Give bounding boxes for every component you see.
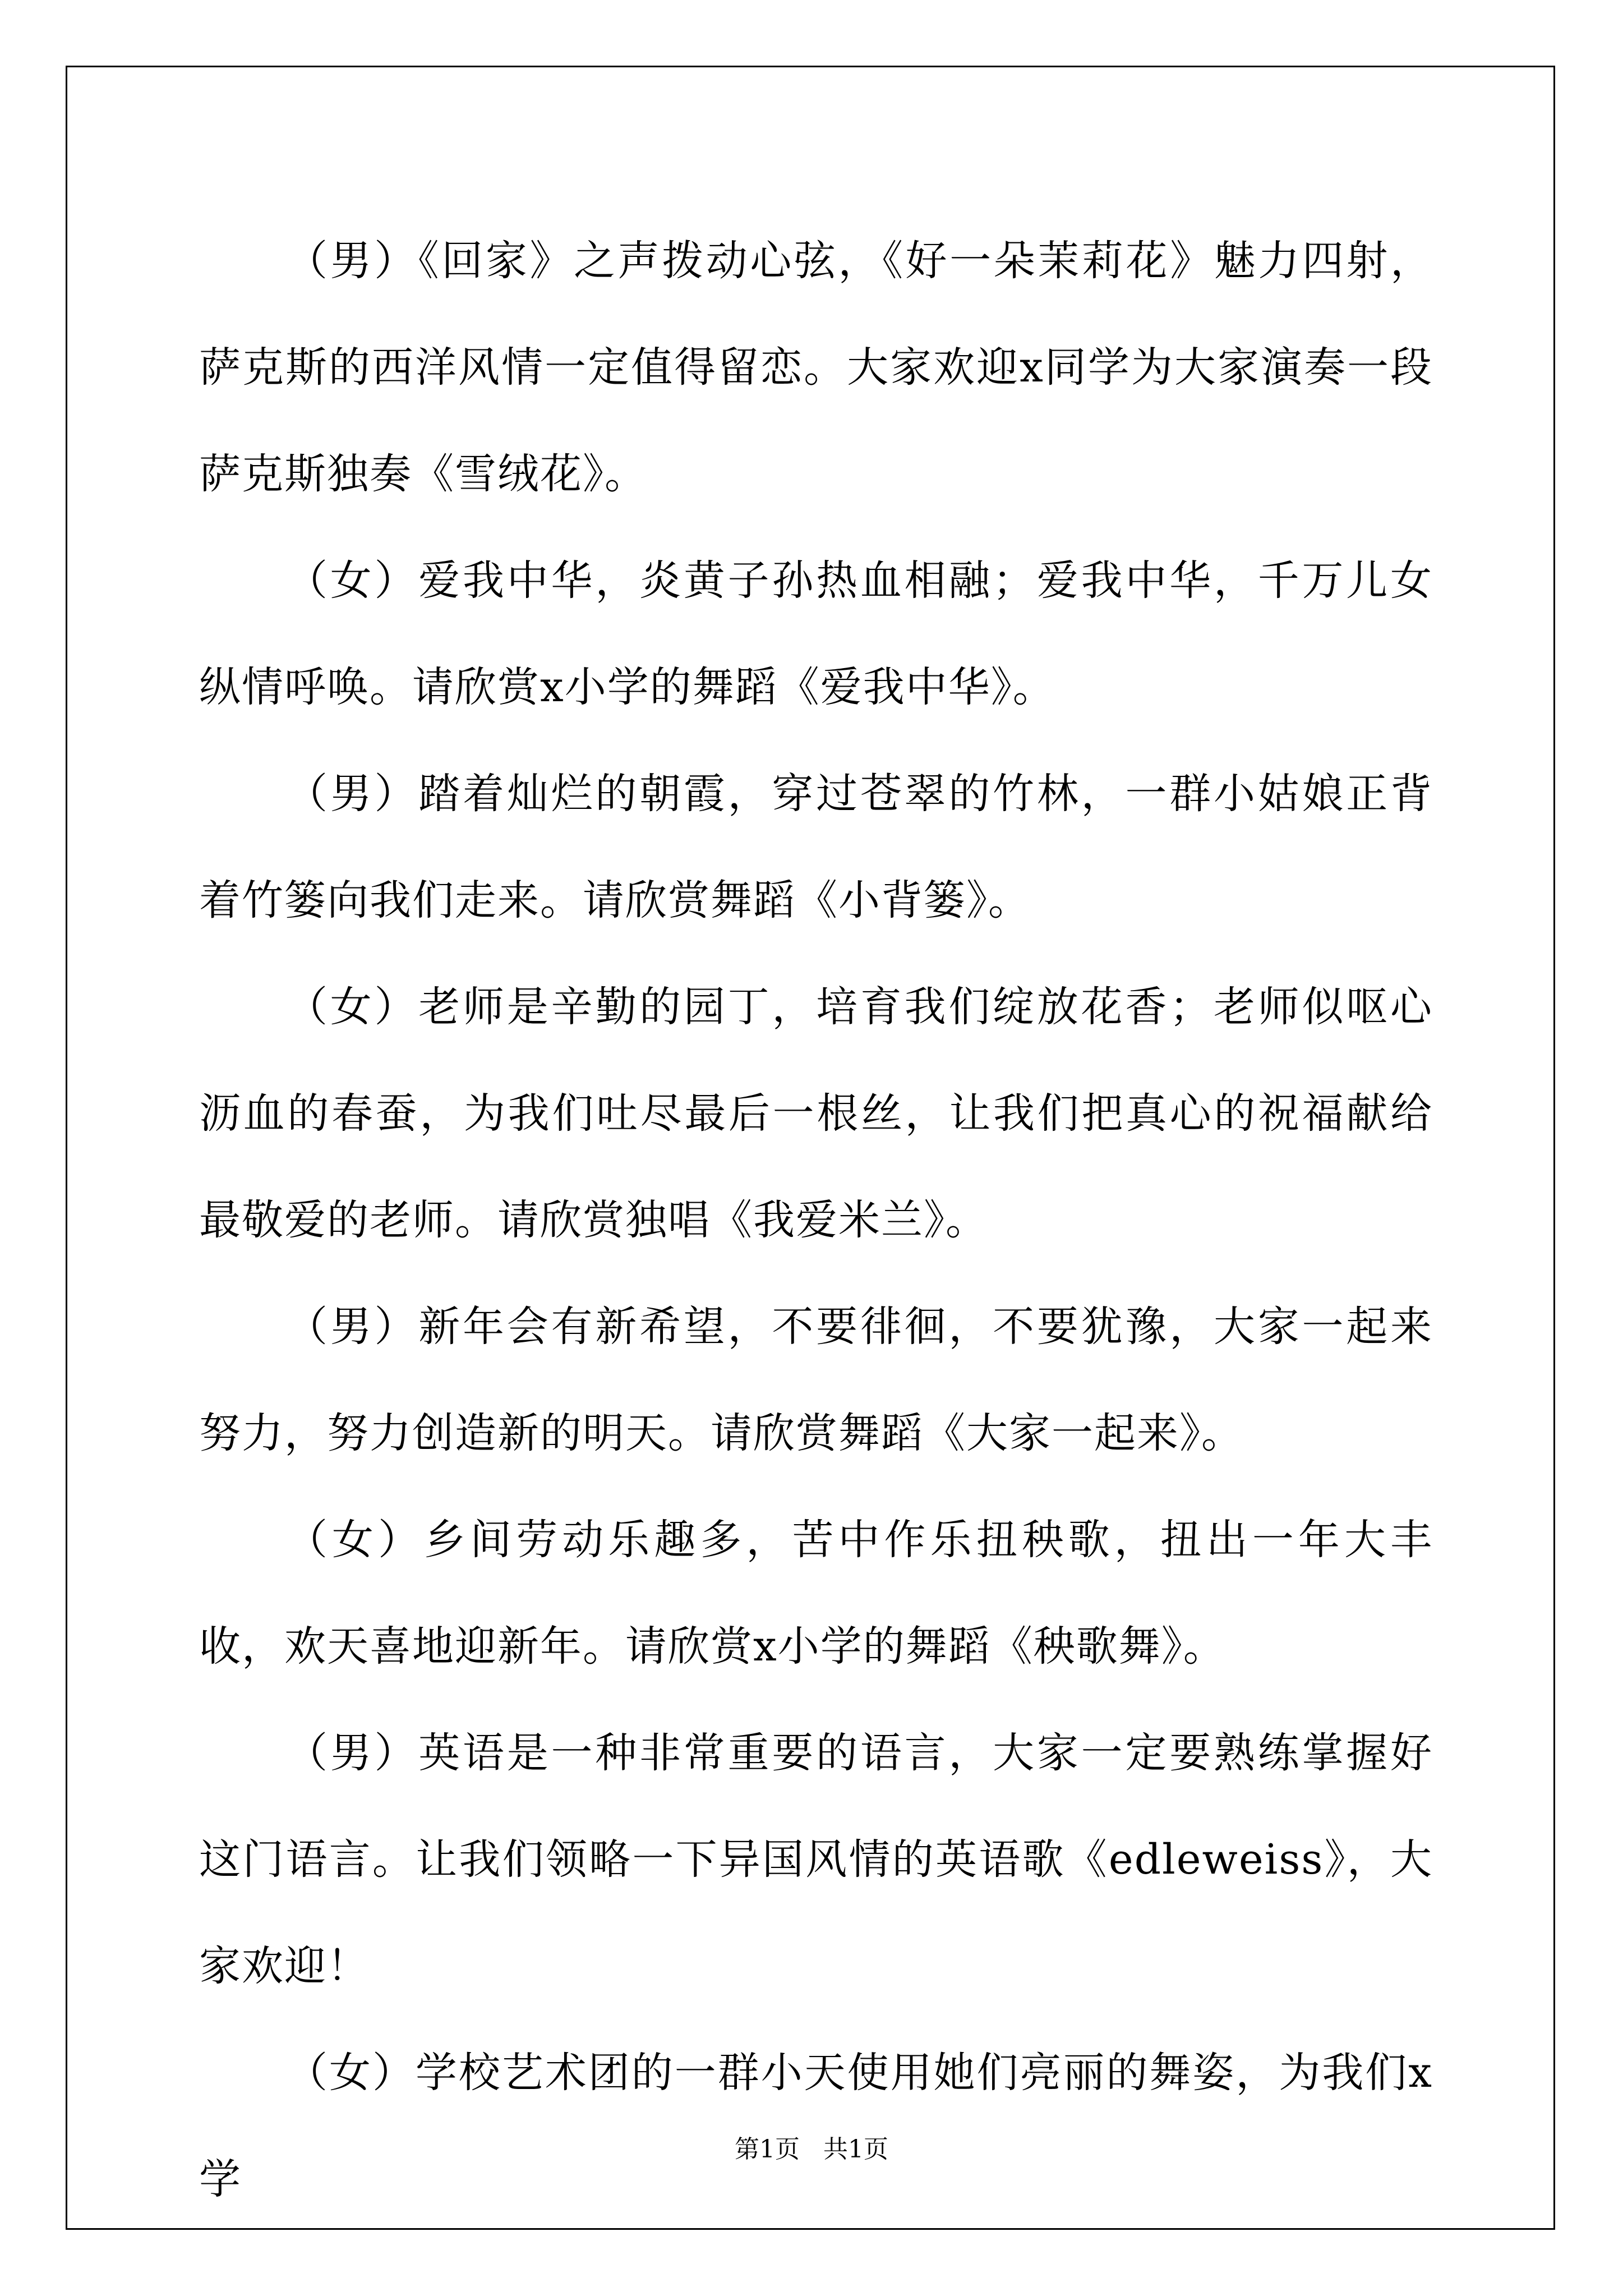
paragraph: （女）老师是辛勤的园丁，培育我们绽放花香；老师似呕心沥血的春蚕，为我们吐尽最后一根丝，让我们把真心的祝福献给最敬爱的老师。请欣赏独唱《我爱米兰》。 bbox=[199, 983, 1433, 1244]
paragraph: （男）英语是一种非常重要的语言，大家一定要熟练掌握好这门语言。让我们领略一下异国风情的英语歌《edleweiss》，大家欢迎！ bbox=[199, 1729, 1433, 1990]
paragraph: （女）乡间劳动乐趣多，苦中作乐扭秧歌，扭出一年大丰收，欢天喜地迎新年。请欣赏x小学的舞蹈《秧歌舞》。 bbox=[199, 1516, 1433, 1671]
page-number: 第1页 bbox=[735, 2135, 800, 2164]
paragraph: （女）爱我中华，炎黄子孙热血相融；爱我中华，千万儿女纵情呼唤。请欣赏x小学的舞蹈《爱我中华》。 bbox=[199, 556, 1433, 711]
page-total: 共1页 bbox=[823, 2135, 888, 2164]
paragraph: （女）学校艺术团的一群小天使用她们亮丽的舞姿，为我们x学 bbox=[199, 2049, 1433, 2203]
paragraph: （男）新年会有新希望，不要徘徊，不要犹豫，大家一起来努力，努力创造新的明天。请欣赏舞蹈《大家一起来》。 bbox=[199, 1303, 1433, 1457]
document-body bbox=[199, 208, 1433, 2233]
paragraph: （男）《回家》之声拨动心弦，《好一朵茉莉花》魅力四射，萨克斯的西洋风情一定值得留恋。大家欢迎x同学为大家演奏一段萨克斯独奏《雪绒花》。 bbox=[199, 237, 1433, 498]
paragraph: （男）踏着灿烂的朝霞，穿过苍翠的竹林，一群小姑娘正背着竹篓向我们走来。请欣赏舞蹈《小背篓》。 bbox=[199, 770, 1433, 924]
page-footer bbox=[0, 2129, 1623, 2165]
